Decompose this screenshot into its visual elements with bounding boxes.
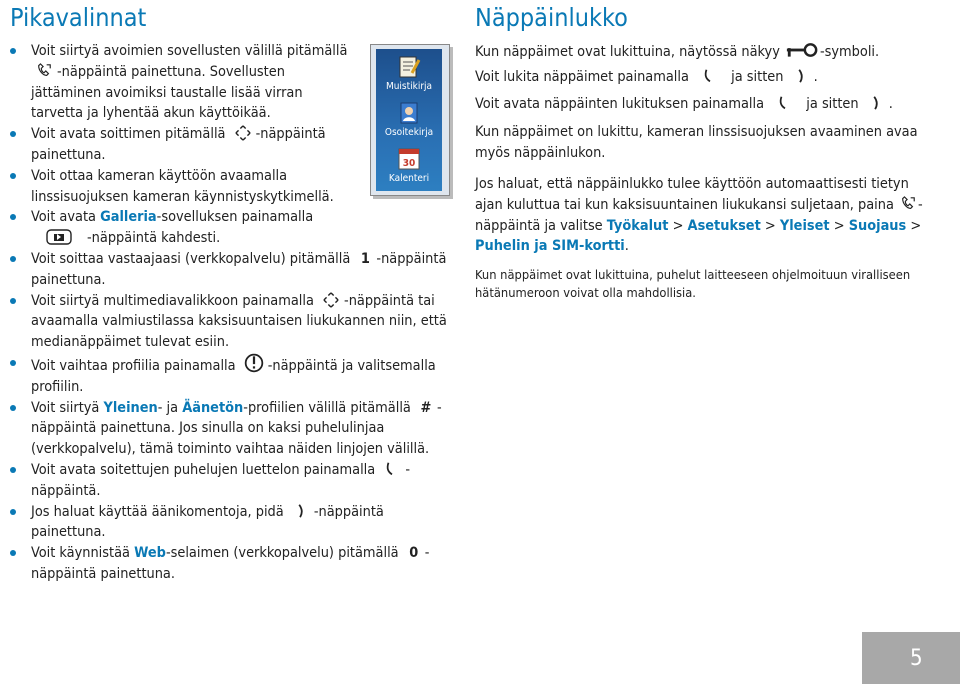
paragraph: Kun näppäimet on lukittu, kameran linssisuojuksen avaaminen avaa myös näppäinlukon.: [475, 124, 918, 162]
page-number: 5: [862, 632, 960, 684]
svg-text:30: 30: [402, 158, 416, 169]
menu-item-label: Muistikirja: [385, 81, 433, 92]
shortcut-list: [10, 41, 450, 585]
hash-key-icon: #: [420, 399, 432, 416]
keylock-text: [475, 41, 935, 312]
paragraph: Voit lukita näppäimet painamalla ja sitten .: [475, 68, 818, 85]
power-key-icon: [244, 353, 264, 373]
list-item: Voit avata Galleria-sovelluksen painamalla -näppäintä kahdesti.: [10, 207, 351, 249]
list-item: Voit käynnistää Web-selaimen (verkkopalvelu) pitämällä 0 -näppäintä painettuna.: [10, 543, 450, 585]
scroll-key-icon: [322, 292, 340, 308]
list-item: Voit avata soitettujen puhelujen luettelon painamalla -näppäintä.: [10, 460, 450, 502]
section-title-keylock: Näppäinlukko: [475, 3, 628, 32]
menu-key-icon: [35, 63, 53, 79]
call-key-icon: [701, 68, 719, 84]
zero-key-icon: 0: [409, 545, 419, 562]
one-key-icon: 1: [360, 250, 370, 267]
menu-item-label: Kalenteri: [388, 173, 430, 184]
paragraph: Jos haluat, että näppäinlukko tulee käyttöön automaattisesti tietyn ajan kuluttua tai kun kaksisuuntainen liukukansi suljetaan, paina -näppäintä ja valitse Työkalut > Asetukset > Yleiset > Suojaus > Puhelin ja SIM-kortti.: [475, 175, 923, 255]
menu-key-icon: [899, 196, 917, 212]
list-item: Voit ottaa kameran käyttöön avaamalla linssisuojuksen kameran käynnistyskytkimellä.: [10, 166, 351, 208]
end-key-icon: [292, 503, 310, 519]
list-item: Voit siirtyä multimediavalikkoon painamalla -näppäintä tai avaamalla valmiustilassa kaksisuuntaisen liukukannen niin, että medianäppäimet tulevat esiin.: [10, 291, 450, 353]
call-key-icon: [383, 461, 401, 477]
paragraph: Kun näppäimet ovat lukittuina, näytössä näkyy -symboli.: [475, 41, 935, 63]
paragraph: Kun näppäimet ovat lukittuina, puhelut laitteeseen ohjelmoituun viralliseen hätänumeroon voivat olla mahdollisia.: [475, 268, 911, 301]
key-lock-icon: [785, 41, 819, 59]
paragraph: Voit avata näppäinten lukituksen painamalla ja sitten .: [475, 95, 893, 112]
list-item: Voit vaihtaa profiilia painamalla -näppäintä ja valitsemalla profiilin.: [10, 353, 450, 398]
end-key-icon: [867, 95, 885, 111]
gallery-key-icon: [35, 228, 83, 246]
list-item: Voit siirtyä avoimien sovellusten välillä pitämällä -näppäintä painettuna. Sovellusten jättäminen avoimiksi taustalle lisää virran tarvetta ja lyhentää akun käyttöikää.: [10, 41, 351, 124]
call-key-icon: [776, 95, 794, 111]
list-item: Jos haluat käyttää äänikomentoja, pidä -näppäintä painettuna.: [10, 502, 450, 544]
list-item: Voit soittaa vastaajaasi (verkkopalvelu) pitämällä 1 -näppäintä painettuna.: [10, 249, 450, 291]
scroll-key-icon: [234, 125, 252, 141]
section-title-shortcuts: Pikavalinnat: [10, 3, 147, 32]
end-key-icon: [792, 68, 810, 84]
list-item: Voit siirtyä Yleinen- ja Äänetön-profiilien välillä pitämällä # -näppäintä painettuna. Jos sinulla on kaksi puhelulinjaa (verkkopalvelu), tämä toiminto vaihtaa näiden linjojen välillä.: [10, 398, 450, 460]
list-item: Voit avata soittimen pitämällä -näppäintä painettuna.: [10, 124, 351, 166]
menu-item-label: Osoitekirja: [384, 127, 434, 138]
